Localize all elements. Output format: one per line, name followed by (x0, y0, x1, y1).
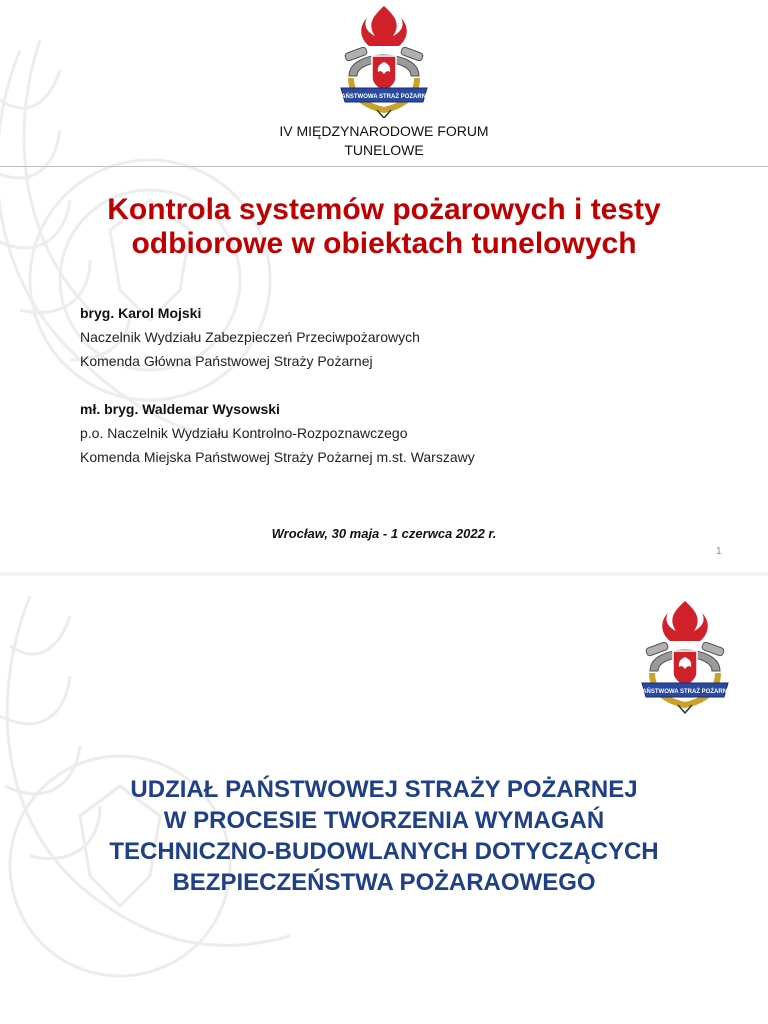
page-number: 1 (716, 546, 722, 557)
title-line: TECHNICZNO-BUDOWLANYCH DOTYCZĄCYCH (109, 838, 659, 865)
slide-2-title (0, 774, 768, 898)
title-line: Kontrola systemów pożarowych i testy (107, 193, 661, 226)
svg-text:PAŃSTWOWA STRAŻ POŻARNA: PAŃSTWOWA STRAŻ POŻARNA (337, 94, 431, 100)
forum-title (0, 122, 768, 160)
author-position: p.o. Naczelnik Wydziału Kontrolno-Rozpoznawczego (80, 425, 408, 441)
svg-text:PAŃSTWOWA STRAŻ POŻARNA: PAŃSTWOWA STRAŻ POŻARNA (638, 689, 732, 695)
psp-emblem-icon (638, 596, 732, 718)
author-organization: Komenda Miejska Państwowej Straży Pożarnej m.st. Warszawy (80, 449, 475, 465)
forum-title-line: IV MIĘDZYNARODOWE FORUM (279, 123, 489, 139)
title-line: UDZIAŁ PAŃSTWOWEJ STRAŻY POŻARNEJ (130, 776, 638, 803)
author-name: mł. bryg. Waldemar Wysowski (80, 401, 280, 417)
presentation-title (0, 193, 768, 261)
title-line: odbiorowe w obiektach tunelowych (131, 227, 637, 260)
psp-emblem-icon (337, 6, 431, 118)
divider (0, 166, 768, 167)
watermark-emblem-icon (0, 10, 380, 570)
author-block (80, 399, 700, 471)
author-block (80, 303, 700, 375)
title-line: W PROCESIE TWORZENIA WYMAGAŃ (163, 807, 605, 834)
event-date: Wrocław, 30 maja - 1 czerwca 2022 r. (271, 526, 497, 541)
author-organization: Komenda Główna Państwowej Straży Pożarnej (80, 353, 373, 369)
slide-2 (0, 576, 768, 1024)
title-line: BEZPIECZEŃSTWA POŻARAOWEGO (172, 869, 596, 896)
forum-title-line: TUNELOWE (344, 142, 424, 158)
author-name: bryg. Karol Mojski (80, 305, 202, 321)
author-position: Naczelnik Wydziału Zabezpieczeń Przeciwpożarowych (80, 329, 420, 345)
